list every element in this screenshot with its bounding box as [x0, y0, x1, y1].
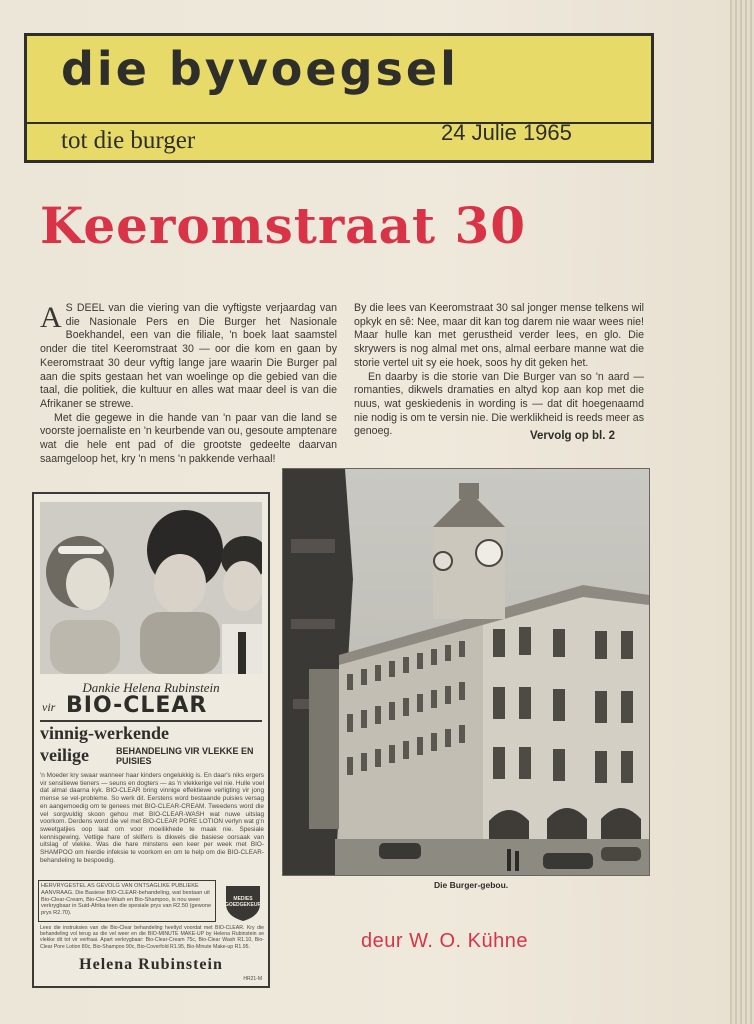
burger-building-photo [282, 468, 650, 876]
article-paragraph: En daarby is die storie van Die Burger van so 'n aard — romanties, dikwels dramaties en altyd kop aan kop met die nuus, wat geskiedenis in wording is — dat dit hoegenaamd nie nodig is om te versin nie. Die werklikheid is reeds meer as genoeg. [354, 370, 644, 438]
ad-thanks: Dankie Helena Rubinstein [82, 680, 220, 695]
bio-clear-advertisement [32, 492, 270, 988]
ad-tagline-2: veilige [40, 745, 89, 765]
byline: deur W. O. Kühne [361, 930, 528, 952]
ad-vir: vir [42, 700, 56, 714]
ad-tagline-1: vinnig-werkende [40, 723, 170, 743]
issue-date: 24 Julie 1965 [441, 120, 572, 145]
ad-fine-print: Lees die instruksies van die Bio-Clear behandeling heeltyd voordat met BIO-CLEAR. Kry die behandeling vol terug as die vel weer en die BIO-MINUTE MAKE-UP by Helena Rubinstein se vlekke dit tot vir verfraai. Apart verkrygbaar: Bio-Clear-Cream 75c, Bio-Clear Wash R1.10, Bio-Clear Pore Lotion 80c, Bio-Shampoo 90c, Bio-Coverfold R1.95, Bio-Minute Make-up R1.95. [40, 925, 264, 950]
ad-divider [40, 720, 262, 722]
article-paragraph: Met die gegewe in die hande van 'n paar van die land se voorste joernaliste en 'n keurbende van ou, gesoute amptenare wat die hele ent pad of die grootste gedeelte daarvan saamgeloop het, kry 'n mens 'n pakkende verhaal! [40, 411, 337, 465]
stacked-pages-edge [730, 0, 754, 1024]
ad-body-text: 'n Moeder kry swaar wanneer haar kinders ongelukkig is. En daar's niks ergers vir sensitiewe tieners — seuns en dogters — as 'n vlekkerige vel nie. Hulle voel dat almal daarna kyk. BIO-CLEAR bring vinnige effektiewe verligting vir jong mense se vel-probleme. So werk dit. Eerstens word bestaande puisies versag en aangemoedig om te genees met BIO-CLEAR-CREAM. Tweedens word die vel sorgvuldig skoon gehou met BIO-CLEAR-WASH wat nuwe uitslag voorkom. Derdens word die vel met BIO-CLEAR PORE LOTION verlyn wat g'n sweetgatjies oop laat om voor moeilikhede te maak nie. Spesiale kennisgewing. Vettige hare of skilfers is dikwels die basiese oorsaak van uitslag of vlekke. Was die hare minstens een keer per week met BIO-SHAMPOO om hierdie infeksie te voorkom en om te help om die BIO-CLEAR-behandeling te bespoedig. [40, 772, 264, 864]
ad-code: HR21-M [243, 976, 262, 982]
ad-brand: BIO-CLEAR [66, 693, 208, 718]
ad-tagline-3: BEHANDELING VIR VLEKKE EN PUISIES [116, 746, 254, 766]
drop-cap: A [40, 301, 62, 334]
photo-caption: Die Burger-gebou. [434, 880, 509, 890]
ad-photo-illustration [40, 502, 262, 674]
article-column-left [40, 302, 337, 466]
ad-offer-box: HERVRYGESTEL AS GEVOLG VAN ONTSAGLIKE PUBLIEKE AANVRAAG. Die Basiese BIO-CLEAR-behandeling, wat bestaan uit Bio-Clear-Cream, Bio-Clear-Wash en Bio-Shampoo, is nou weer verkrygbaar in Suid-Afrika teen die spesiale prys van R2.50 (gewone prys R2.70). [38, 880, 216, 922]
building-illustration [283, 469, 649, 875]
article-paragraph: By die lees van Keeromstraat 30 sal jonger mense telkens wil opkyk en sê: Nee, maar dit kan tog darem nie waar wees nie! Maar hulle kan met gerustheid verder lees, en glo. Die skrywers is nog almal met ons, almal eerbare manne wat die storie vertel uit sy eie hoek, soos hy dit geken het. [354, 302, 644, 369]
ad-photo [40, 502, 262, 674]
masthead [24, 33, 654, 163]
masthead-subtitle: tot die burger [61, 127, 196, 154]
article-column-right [354, 302, 644, 439]
badge-label: MEDIES GOEDGEKEUR [224, 896, 262, 908]
headline: Keeromstraat 30 [40, 196, 527, 255]
ad-footer-brand: Helena Rubinstein [79, 956, 223, 973]
article-paragraph: A S DEEL van die viering van die vyftigste verjaardag van die Nasionale Pers en Die Burger het Nasionale Boekhandel, een van die filiale, 'n boek laat saamstel onder die titel Keeromstraat 30 — oor die kom en gaan by Keeromstraat 30 deur vyftig lange jare waarin Die Burger pal aan die spits gestaan het van woelinge op die gebied van die taal, die politiek, die kultuur en alles wat maar deel is van die Afrikaner se strewe. [40, 301, 337, 410]
continued-note: Vervolg op bl. 2 [530, 430, 615, 442]
masthead-title: die byvoegsel [61, 42, 459, 96]
